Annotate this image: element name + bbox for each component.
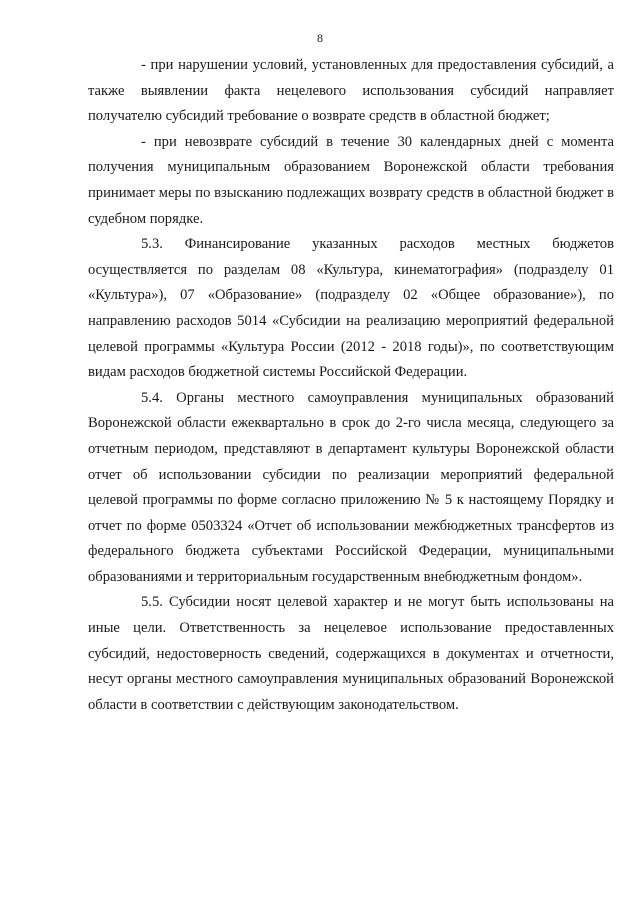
document-body — [88, 53, 614, 718]
paragraph-5-4-reporting: 5.4. Органы местного самоуправления муниципальных образований Воронежской области ежеквартально в срок до 2-го числа месяца, следующего за отчетным периодом, представляют в департамент культуры Воронежской области отчет об использовании субсидии по реализации мероприятий федеральной целевой программы по форме согласно приложению № 5 к настоящему Порядку и отчет по форме 0503324 «Отчет об использовании межбюджетных трансфертов из федерального бюджета субъектами Российской Федерации, муниципальными образованиями и территориальным государственным внебюджетным фондом». — [88, 389, 614, 585]
paragraph-5-3-financing: 5.3. Финансирование указанных расходов местных бюджетов осуществляется по разделам 08 «Культура, кинематография» (подразделу 01 «Культура»), 07 «Образование» (подразделу 02 «Общее образование»), по направлению расходов 5014 «Субсидии на реализацию мероприятий федеральной целевой программы «Культура России (2012 - 2018 годы)», по соответствующим видам расходов бюджетной системы Российской Федерации. — [88, 236, 614, 381]
paragraph-court-recovery: - при невозврате субсидий в течение 30 календарных дней с момента получения муниципальным образованием Воронежской области требования принимает меры по взысканию подлежащих возврату средств в областной бюджет в судебном порядке. — [88, 133, 614, 227]
paragraph-refund-requirement: - при нарушении условий, установленных для предоставления субсидий, а также выявлении факта нецелевого использования субсидий направляет получателю субсидий требование о возврате средств в областной бюджет; — [88, 57, 614, 125]
page-number: 8 — [317, 31, 323, 45]
paragraph-5-5-responsibility: 5.5. Субсидии носят целевой характер и не могут быть использованы на иные цели. Ответственность за нецелевое использование предоставленных субсидий, недостоверность сведений, содержащихся в документах и отчетности, несут органы местного самоуправления муниципальных образований Воронежской области в соответствии с действующим законодательством. — [88, 594, 614, 713]
